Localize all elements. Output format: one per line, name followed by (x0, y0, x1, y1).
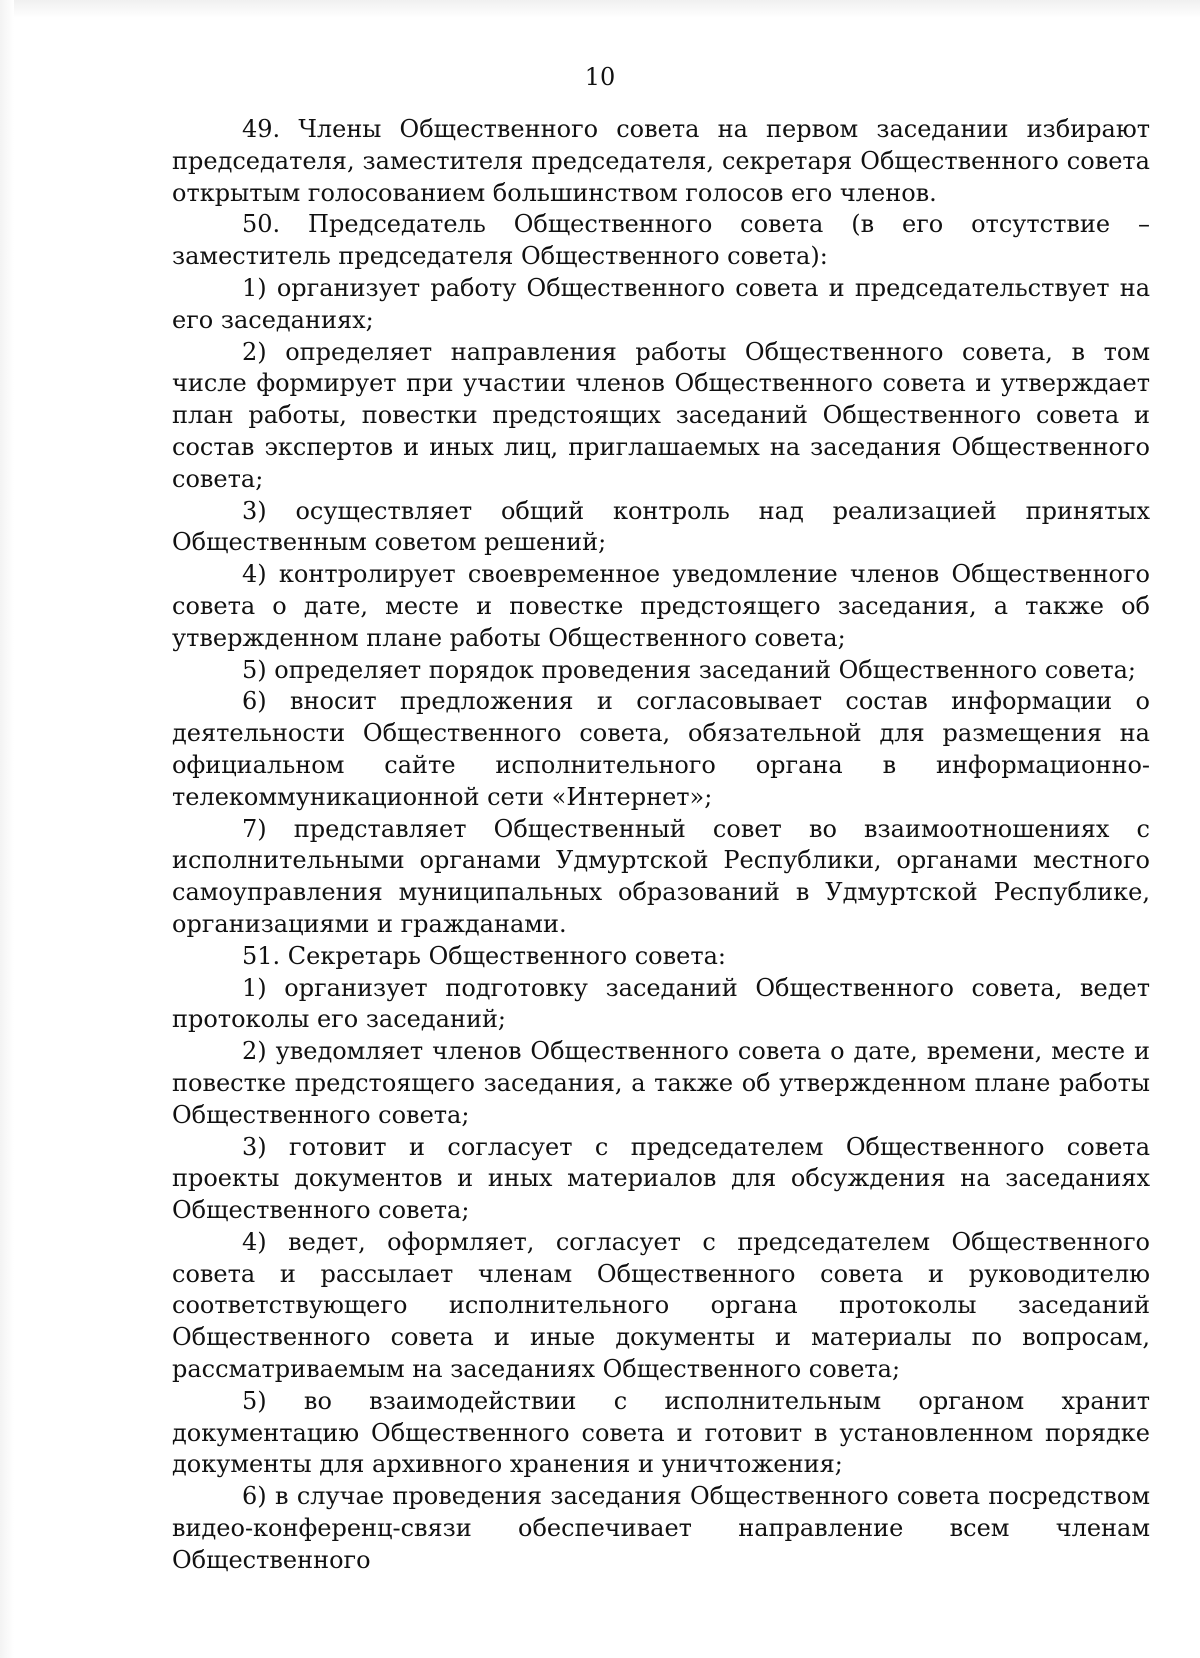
paragraph-51-item-2: 2) уведомляет членов Общественного совета о дате, времени, месте и повестке предстоящего заседания, а также об утвержденном плане работы Общественного совета; (172, 1037, 1150, 1129)
paragraph-49: 49. Члены Общественного совета на первом заседании избирают председателя, заместителя председателя, секретаря Общественного совета открытым голосованием большинством голосов его членов. (172, 115, 1150, 207)
page-number: 10 (584, 63, 616, 91)
paragraph-51-item-3: 3) готовит и согласует с председателем Общественного совета проекты документов и иных материалов для обсуждения на заседаниях Общественного совета; (172, 1132, 1150, 1225)
paragraph-50-item-3: 3) осуществляет общий контроль над реализацией принятых Общественным советом решений; (172, 496, 1150, 557)
paragraph-50-item-5: 5) определяет порядок проведения заседаний Общественного совета; (242, 655, 1137, 684)
paragraph-51-item-1: 1) организует подготовку заседаний Общественного совета, ведет протоколы его заседаний; (172, 973, 1150, 1034)
document-body (172, 114, 1150, 1577)
paragraph-50-item-2: 2) определяет направления работы Общественного совета, в том числе формирует при участии членов Общественного совета и утверждает план работы, повестки предстоящих заседаний Общественного совета и состав экспертов и иных лиц, приглашаемых на заседания Общественного совета; (172, 337, 1150, 493)
paragraph-51-item-5: 5) во взаимодействии с исполнительным органом хранит документацию Общественного совета и готовит в установленном порядке документы для архивного хранения и уничтожения; (172, 1386, 1150, 1479)
paragraph-50-item-4: 4) контролирует своевременное уведомление членов Общественного совета о дате, месте и повестке предстоящего заседания, а также об утвержденном плане работы Общественного совета; (172, 560, 1150, 652)
paragraph-50-item-1: 1) организует работу Общественного совета и председательствует на его заседаниях; (172, 273, 1150, 334)
paragraph-50-item-7: 7) представляет Общественный совет во взаимоотношениях с исполнительными органами Удмуртской Республики, органами местного самоуправления муниципальных образований в Удмуртской Республике, организациями и гражданами. (172, 814, 1150, 938)
scan-top-edge (0, 0, 1200, 18)
paragraph-50: 50. Председатель Общественного совета (в его отсутствие – заместитель председателя Общественного совета): (172, 210, 1150, 271)
scan-left-edge (0, 0, 14, 1658)
paragraph-51: 51. Секретарь Общественного совета: (242, 941, 727, 970)
paragraph-51-item-4: 4) ведет, оформляет, согласует с председателем Общественного совета и рассылает членам Общественного совета и руководителю соответствующего исполнительного органа протоколы заседаний Общественного совета и иные документы и материалы по вопросам, рассматриваемым на заседаниях Общественного совета; (172, 1227, 1150, 1384)
paragraph-51-item-6: 6) в случае проведения заседания Общественного совета посредством видео-конференц-связи обеспечивает направление всем членам Общественного (172, 1482, 1150, 1574)
paragraph-50-item-6: 6) вносит предложения и согласовывает состав информации о деятельности Общественного совета, обязательной для размещения на официальном сайте исполнительного органа в информационно-телекоммуникационной сети «Интернет»; (172, 687, 1150, 811)
